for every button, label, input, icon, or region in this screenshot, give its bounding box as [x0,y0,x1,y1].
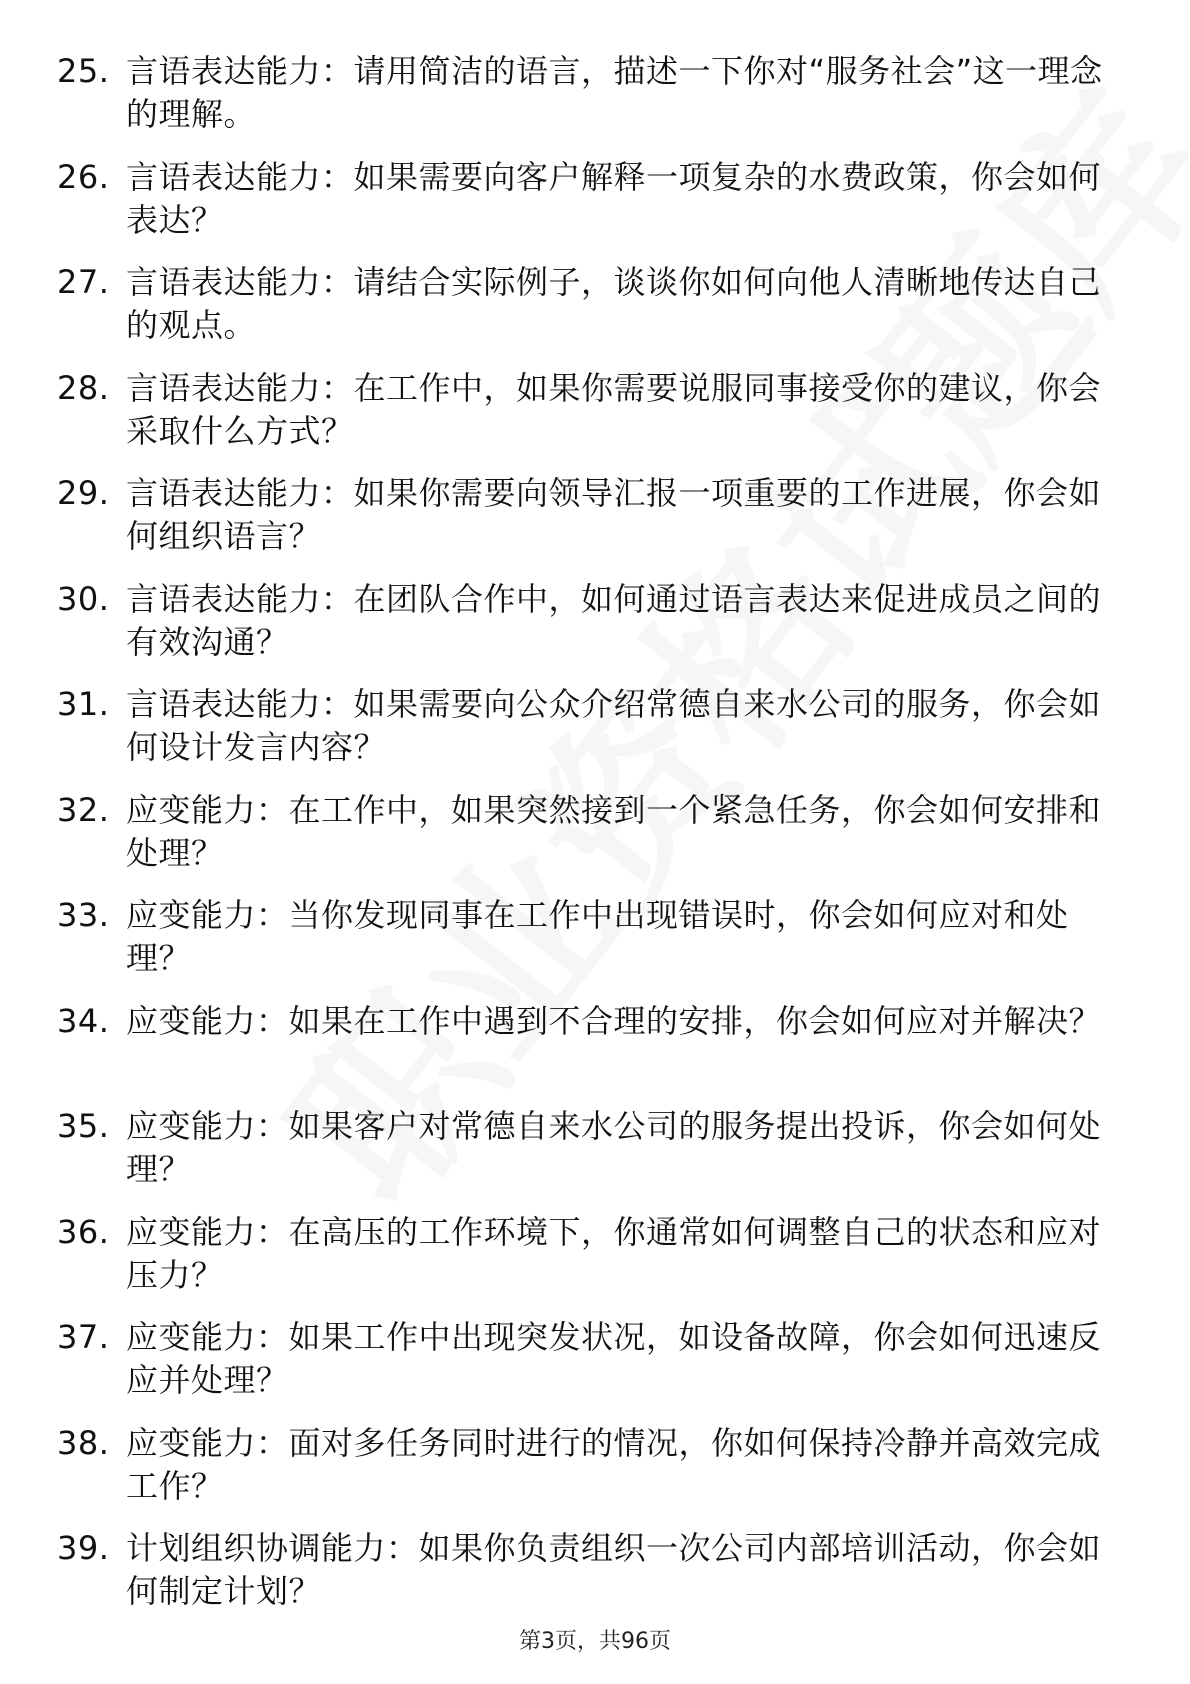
question-text: 应变能力：在工作中，如果突然接到一个紧急任务，你会如何安排和处理？ [126,790,1102,872]
question-item-33 [57,894,1107,980]
question-number: 35. [57,1107,110,1145]
question-text: 应变能力：在高压的工作环境下，你通常如何调整自己的状态和应对压力？ [126,1212,1102,1294]
question-item-25 [57,50,1107,136]
question-item-32 [57,789,1107,875]
question-item-38 [57,1422,1107,1508]
question-number: 31. [57,685,110,723]
question-item-37 [57,1316,1107,1402]
question-text: 应变能力：如果工作中出现突发状况，如设备故障，你会如何迅速反应并处理？ [126,1318,1102,1399]
question-number: 33. [57,896,110,934]
question-text: 言语表达能力：请结合实际例子，谈谈你如何向他人清晰地传达自己的观点。 [126,263,1102,344]
question-item-35 [57,1105,1107,1191]
question-text: 计划组织协调能力：如果你负责组织一次公司内部培训活动，你会如何制定计划？ [126,1529,1102,1610]
question-item-31 [57,683,1107,769]
question-text: 言语表达能力：如果你需要向领导汇报一项重要的工作进展，你会如何组织语言？ [126,474,1102,555]
question-text: 言语表达能力：如果需要向客户解释一项复杂的水费政策，你会如何表达？ [126,157,1102,239]
question-text: 应变能力：如果客户对常德自来水公司的服务提出投诉，你会如何处理？ [126,1107,1102,1188]
question-number: 38. [57,1423,110,1462]
question-item-29 [57,472,1107,558]
question-number: 34. [57,1001,110,1040]
question-item-39 [57,1527,1107,1613]
question-text: 言语表达能力：在工作中，如果你需要说服同事接受你的建议，你会采取什么方式？ [126,368,1102,450]
question-item-26 [57,156,1107,242]
question-number: 32. [57,790,110,829]
question-item-36 [57,1211,1107,1297]
question-item-34 [57,1000,1107,1086]
question-number: 30. [57,579,110,618]
question-number: 37. [57,1318,110,1356]
question-number: 26. [57,157,110,196]
question-number: 29. [57,474,110,512]
page-number-footer: 第3页，共96页 [519,1629,671,1654]
question-number: 36. [57,1212,110,1251]
question-text: 应变能力：面对多任务同时进行的情况，你如何保持冷静并高效完成工作？ [126,1423,1102,1505]
question-number: 25. [57,52,110,90]
question-list [57,50,1107,1633]
question-text: 应变能力：当你发现同事在工作中出现错误时，你会如何应对和处理？ [126,896,1069,977]
question-item-30 [57,578,1107,664]
question-number: 28. [57,368,110,407]
question-number: 27. [57,263,110,301]
question-text: 应变能力：如果在工作中遇到不合理的安排，你会如何应对并解决？ [126,1001,1102,1040]
question-text: 言语表达能力：如果需要向公众介绍常德自来水公司的服务，你会如何设计发言内容？ [126,685,1102,766]
question-text: 言语表达能力：在团队合作中，如何通过语言表达来促进成员之间的有效沟通？ [126,579,1102,661]
question-text: 言语表达能力：请用简洁的语言，描述一下你对“服务社会”这一理念的理解。 [126,52,1103,133]
question-item-27 [57,261,1107,347]
question-item-28 [57,367,1107,453]
question-number: 39. [57,1529,110,1567]
